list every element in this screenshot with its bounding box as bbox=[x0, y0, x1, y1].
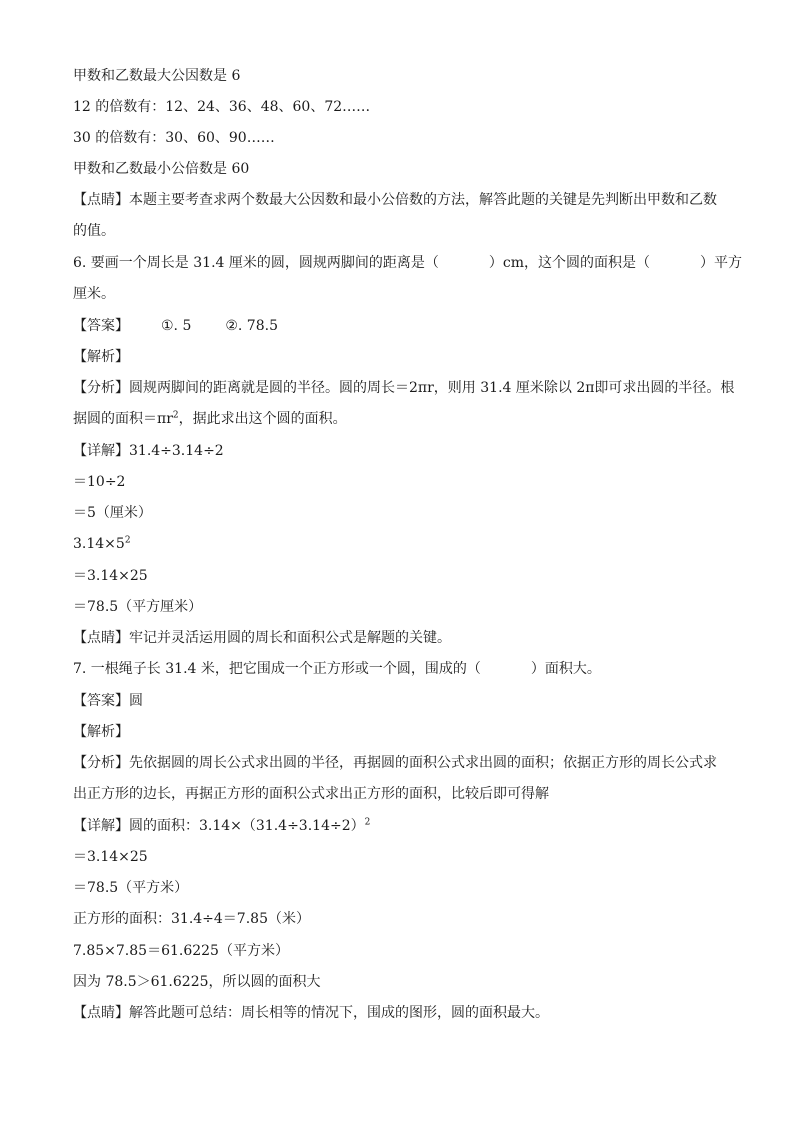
question-6-text-a: 6. 要画一个周长是 31.4 厘米的圆，圆规两脚间的距离是（ bbox=[73, 255, 439, 271]
question-6-continuation: 厘米。 bbox=[73, 286, 115, 302]
solution-line: ＝78.5（平方米） bbox=[73, 880, 189, 896]
solution-line: ＝78.5（平方厘米） bbox=[73, 599, 203, 615]
solution-line: ＝5（厘米） bbox=[73, 505, 152, 521]
solution-line: ＝3.14×25 bbox=[73, 568, 148, 584]
analysis-heading: 【解析】 bbox=[73, 724, 129, 740]
answer-value-1: ①. 5 bbox=[161, 318, 192, 334]
solution-line: ＝3.14×25 bbox=[73, 849, 148, 865]
solution-line: 正方形的面积：31.4÷4＝7.85（米） bbox=[73, 911, 310, 927]
analysis-paragraph: 【分析】先依据圆的周长公式求出圆的半径，再据圆的面积公式求出圆的面积；依据正方形的周长公式求出正方形的边长，再据正方形的面积公式求出正方形的面积，比较后即可得解 bbox=[73, 755, 717, 802]
formula-text: 【详解】圆的面积：3.14×（31.4÷3.14÷2） bbox=[73, 818, 365, 834]
question-7 bbox=[73, 659, 723, 679]
text-line: 12 的倍数有：12、24、36、48、60、72…… bbox=[73, 99, 371, 115]
superscript: 2 bbox=[124, 535, 131, 546]
solution-line: 因为 78.5＞61.6225，所以圆的面积大 bbox=[73, 974, 321, 990]
text-line: 甲数和乙数最小公倍数是 60 bbox=[73, 161, 250, 177]
analysis-line: 【分析】圆规两脚间的距离就是圆的半径。圆的周长＝2πr，则用 31.4 厘米除以 2π即可求出圆的半径。根 bbox=[73, 380, 735, 396]
analysis-line bbox=[73, 409, 723, 429]
solution-line bbox=[73, 816, 723, 836]
question-7-text-b: ）面积大。 bbox=[530, 661, 601, 677]
answer-6 bbox=[73, 316, 723, 336]
solution-line: 7.85×7.85＝61.6225（平方米） bbox=[73, 943, 289, 959]
superscript: 2 bbox=[364, 817, 371, 828]
analysis-heading: 【解析】 bbox=[73, 349, 129, 365]
solution-line: 【详解】31.4÷3.14÷2 bbox=[73, 443, 224, 459]
superscript: 2 bbox=[172, 410, 179, 421]
answer-7: 【答案】圆 bbox=[73, 693, 143, 709]
question-7-text-a: 7. 一根绳子长 31.4 米，把它围成一个正方形或一个圆，围成的（ bbox=[73, 661, 481, 677]
answer-value-2: ②. 78.5 bbox=[225, 318, 278, 334]
formula-text: 据圆的面积＝πr bbox=[73, 411, 173, 427]
text-line: 甲数和乙数最大公因数是 6 bbox=[73, 68, 241, 84]
formula-text: 3.14×5 bbox=[73, 536, 125, 552]
comment-paragraph: 【点睛】本题主要考查求两个数最大公因数和最小公倍数的方法，解答此题的关键是先判断出甲数和乙数的值。 bbox=[73, 192, 717, 239]
question-6-text-c: ）平方 bbox=[700, 255, 743, 271]
formula-text: ，据此求出这个圆的面积。 bbox=[178, 411, 347, 427]
solution-line bbox=[73, 534, 723, 554]
comment-line: 【点睛】牢记并灵活运用圆的周长和面积公式是解题的关键。 bbox=[73, 630, 451, 646]
answer-label: 【答案】 bbox=[73, 318, 129, 334]
question-6 bbox=[73, 253, 743, 273]
question-6-text-b: ）cm，这个圆的面积是（ bbox=[488, 255, 651, 271]
text-line: 30 的倍数有：30、60、90…… bbox=[73, 130, 275, 146]
comment-line: 【点睛】解答此题可总结：周长相等的情况下，围成的图形，圆的面积最大。 bbox=[73, 1005, 549, 1021]
solution-line: ＝10÷2 bbox=[73, 474, 126, 490]
